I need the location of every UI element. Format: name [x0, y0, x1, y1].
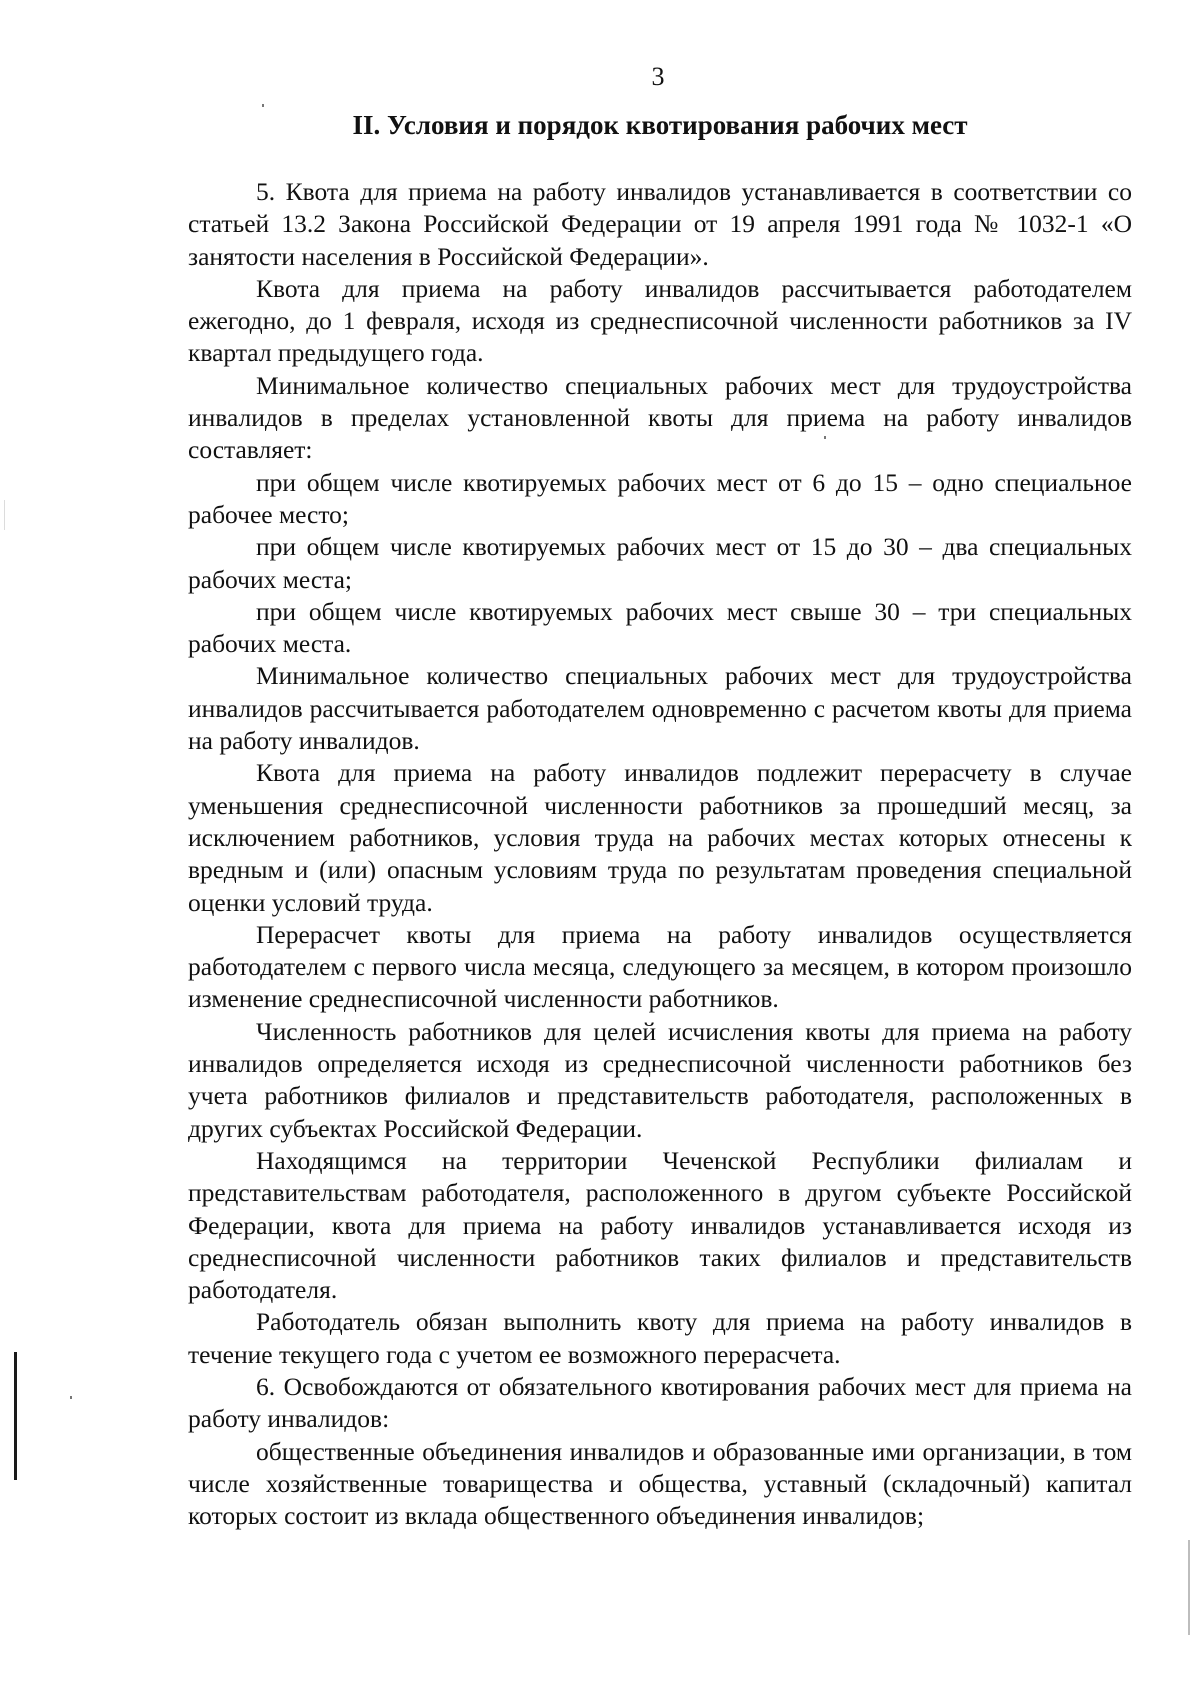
paragraph-6-exemptions: 6. Освобождаются от обязательного квотирования рабочих мест для приема на работу инвалидов: — [188, 1371, 1132, 1434]
paragraph-range-over-30: при общем числе квотируемых рабочих мест свыше 30 – три специальных рабочих места. — [188, 596, 1132, 659]
paragraph-employer-obligation: Работодатель обязан выполнить квоту для приема на работу инвалидов в течение текущего года с учетом ее возможного перерасчета. — [188, 1307, 1132, 1369]
paragraph-recalculation-date: Перерасчет квоты для приема на работу инвалидов осуществляется работодателем с первого числа месяца, следующего за месяцем, в котором произошло изменение среднесписочной численности работников. — [188, 919, 1132, 1014]
section-heading: II. Условия и порядок квотирования рабочих мест — [352, 110, 968, 140]
paragraph-range-6-15: при общем числе квотируемых рабочих мест от 6 до 15 – одно специальное рабочее место; — [188, 467, 1132, 529]
scan-speck — [70, 1396, 72, 1399]
paragraph-range-15-30: при общем числе квотируемых рабочих мест от 15 до 30 – два специальных рабочих места; — [188, 532, 1132, 594]
scan-speck — [262, 104, 264, 107]
paragraph-minimum-special-places: Минимальное количество специальных рабочих мест для трудоустройства инвалидов в пределах установленной квоты для приема на работу инвалидов составляет: — [188, 370, 1132, 465]
paragraph-public-associations: общественные объединения инвалидов и образованные ими организации, в том числе хозяйственные товарищества и общества, уставный (складочный) капитал которых состоит из вклада общественного объединения инвалидов; — [188, 1436, 1132, 1531]
scan-edge-mark-left — [14, 1352, 17, 1480]
scan-edge-mark-right — [1188, 1540, 1190, 1635]
paragraph-headcount-determination: Численность работников для целей исчисления квоты для приема на работу инвалидов определяется исходя из среднесписочной численности работников без учета работников филиалов и представительств работодателя, расположенных в других субъектах Российской Федерации. — [188, 1016, 1132, 1143]
page-number: 3 — [651, 62, 665, 91]
paragraph-quota-recalculation: Квота для приема на работу инвалидов подлежит перерасчету в случае уменьшения среднесписочной численности работников за прошедший месяц, за исключением работников, условия труда на рабочих местах которых отнесены к вредным и (или) опасным условиям труда по результатам проведения специальной оценки условий труда. — [188, 758, 1132, 917]
scan-speck — [824, 436, 826, 439]
document-body — [188, 176, 1132, 1532]
paragraph-quota-annual-calculation: Квота для приема на работу инвалидов рассчитывается работодателем ежегодно, до 1 февраля, исходя из среднесписочной численности работников за IV квартал предыдущего года. — [188, 273, 1132, 368]
scan-edge-tick — [4, 500, 5, 530]
paragraph-5-quota-basis: 5. Квота для приема на работу инвалидов устанавливается в соответствии со статьей 13.2 Закона Российской Федерации от 19 апреля 1991 года № 1032-1 «О занятости населения в Российской Федерации». — [188, 177, 1132, 271]
paragraph-minimum-calculated-simultaneously: Минимальное количество специальных рабочих мест для трудоустройства инвалидов рассчитывается работодателем одновременно с расчетом квоты для приема на работу инвалидов. — [188, 661, 1132, 756]
paragraph-chechen-branches: Находящимся на территории Чеченской Республики филиалам и представительствам работодателя, расположенного в другом субъекте Российской Федерации, квота для приема на работу инвалидов устанавливается исходя из среднесписочной численности работников таких филиалов и представительств работодателя. — [188, 1145, 1132, 1305]
